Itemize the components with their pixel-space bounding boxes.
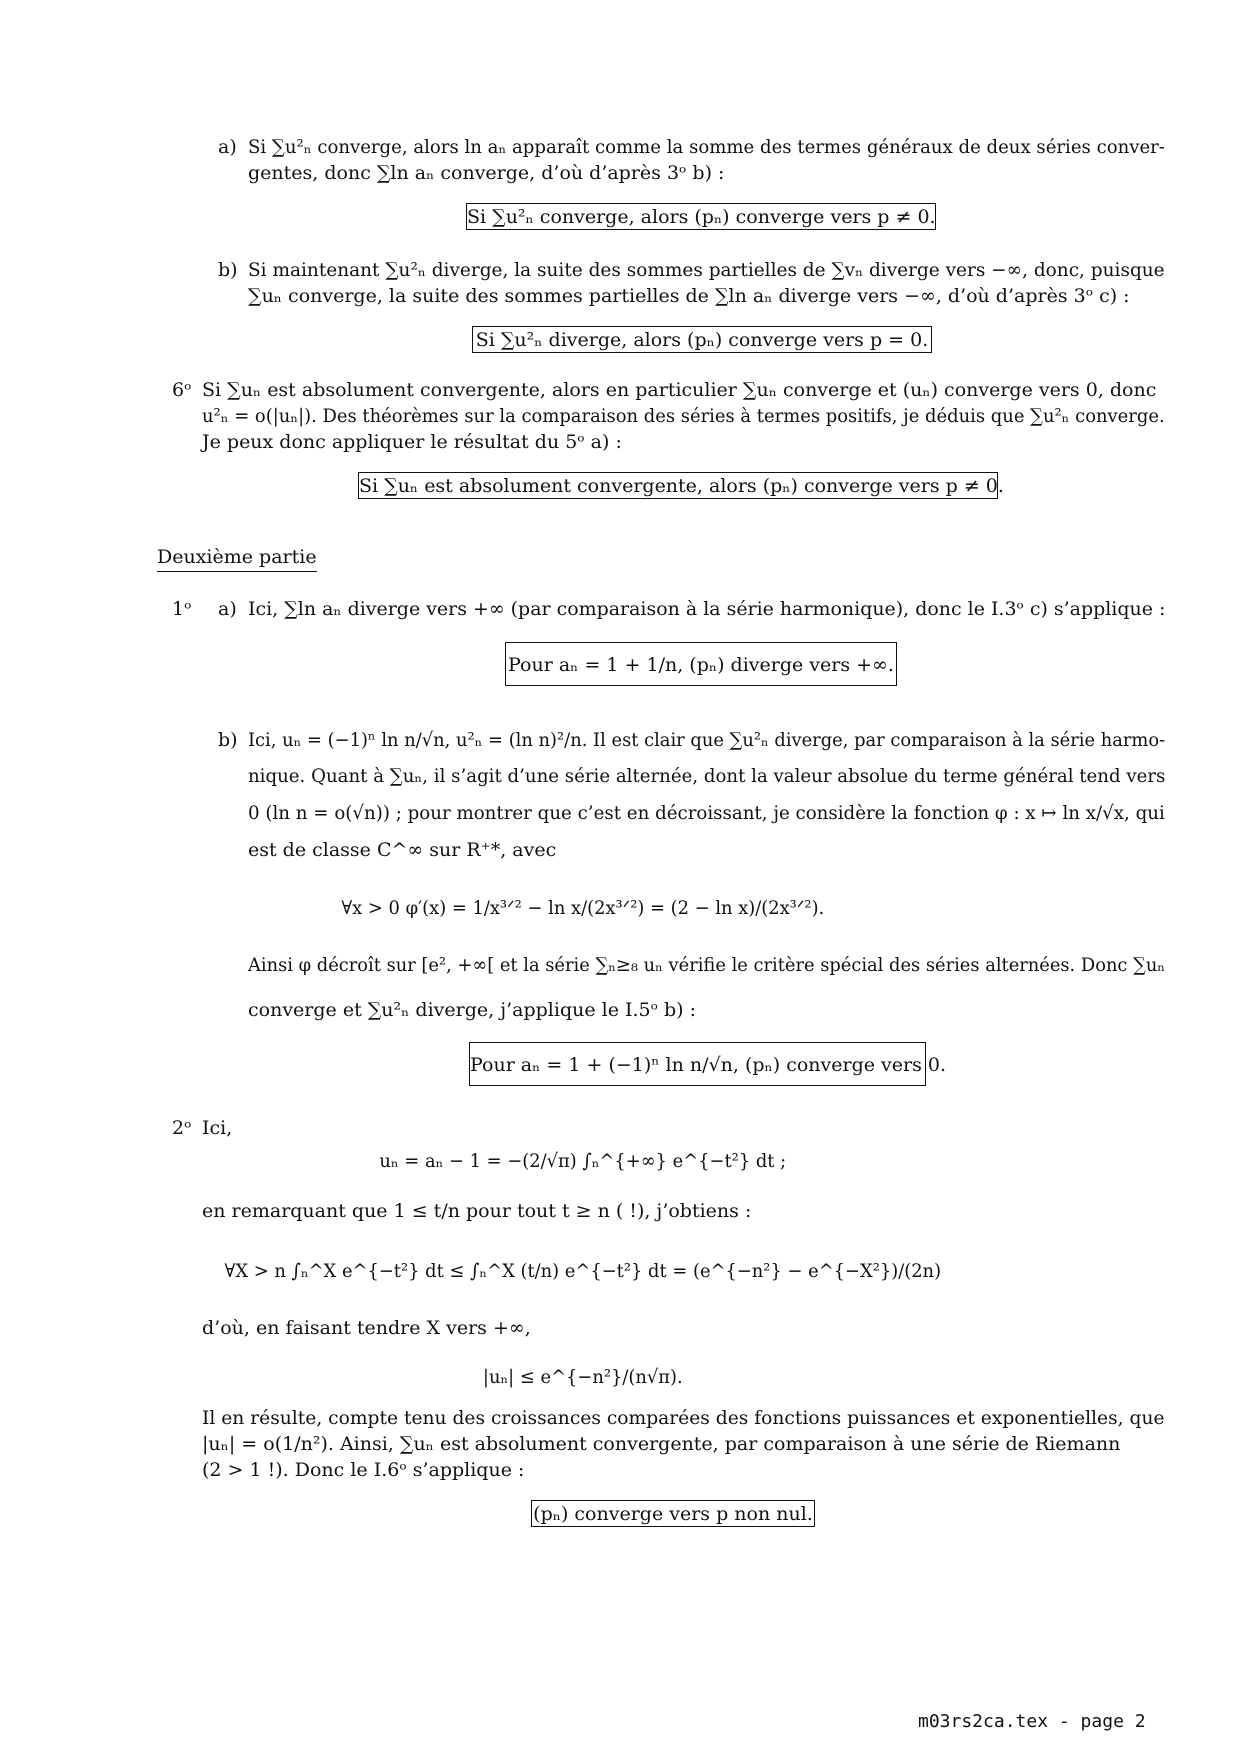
q2-formula-integral: ∀X > n ∫ₙ^X e^{−t²} dt ≤ ∫ₙ^X (t/n) e^{−t²} dt = (e^{−n²} − e^{−X²})/(2n) (224, 1260, 942, 1282)
q2-result-box: (pₙ) converge vers p non nul. (531, 1500, 815, 1527)
q1a-line: Ici, ∑ln aₙ diverge vers +∞ (par comparaison à la série harmonique), donc le I.3ᵒ c) s’applique : (248, 598, 1166, 620)
q5b-result-box: Si ∑u²ₙ diverge, alors (pₙ) converge vers p = 0. (472, 326, 932, 353)
q5b-line1: Si maintenant ∑u²ₙ diverge, la suite des sommes partielles de ∑vₙ diverge vers −∞, donc, puisque (248, 259, 1165, 281)
q1b-line3: 0 (ln n = o(√n)) ; pour montrer que c’est en décroissant, je considère la fonction φ : x ↦ ln x/√x, qui (248, 802, 1165, 824)
q2-formula-un: uₙ = aₙ − 1 = −(2/√π) ∫ₙ^{+∞} e^{−t²} dt ; (379, 1150, 787, 1172)
q1b-result-box: Pour aₙ = 1 + (−1)ⁿ ln n/√n, (pₙ) converge vers 0. (469, 1042, 926, 1086)
q5b-line2: ∑uₙ converge, la suite des sommes partielles de ∑ln aₙ diverge vers −∞, d’où d’après 3ᵒ c) : (248, 285, 1130, 307)
q1b-line5: Ainsi φ décroît sur [e², +∞[ et la série ∑ₙ≥₈ uₙ vérifie le critère spécial des séries alternées. Donc ∑uₙ (248, 954, 1166, 976)
q2-line3: Il en résulte, compte tenu des croissances comparées des fonctions puissances et exponentielles, que (202, 1407, 1165, 1429)
q5a-line1: Si ∑u²ₙ converge, alors ln aₙ apparaît comme la somme des termes généraux de deux séries conver- (248, 136, 1165, 158)
q6-result-box: Si ∑uₙ est absolument convergente, alors (pₙ) converge vers p ≠ 0. (358, 472, 998, 499)
q6-number: 6ᵒ (172, 379, 192, 401)
q2-line2: d’où, en faisant tendre X vers +∞, (202, 1317, 531, 1339)
q1a-result-box: Pour aₙ = 1 + 1/n, (pₙ) diverge vers +∞. (505, 642, 897, 686)
q2-line5: (2 > 1 !). Donc le I.6ᵒ s’applique : (202, 1459, 525, 1481)
q1b-label: b) (218, 729, 238, 751)
section-heading: Deuxième partie (157, 545, 317, 572)
q5b-label: b) (218, 259, 238, 281)
q1-number: 1ᵒ (172, 598, 192, 620)
q5a-line2: gentes, donc ∑ln aₙ converge, d’où d’après 3ᵒ b) : (248, 162, 725, 184)
q6-line3: Je peux donc appliquer le résultat du 5ᵒ a) : (202, 431, 622, 453)
q6-line1: Si ∑uₙ est absolument convergente, alors en particulier ∑uₙ converge et (uₙ) converge vers 0, donc (202, 379, 1157, 401)
q1a-label: a) (218, 598, 237, 620)
q2-line1: en remarquant que 1 ≤ t/n pour tout t ≥ n ( !), j’obtiens : (202, 1200, 752, 1222)
q5a-label: a) (218, 136, 237, 158)
q6-line2: u²ₙ = o(|uₙ|). Des théorèmes sur la comparaison des séries à termes positifs, je déduis que ∑u²ₙ converge. (202, 405, 1165, 427)
q1b-line4: est de classe C^∞ sur R⁺*, avec (248, 839, 557, 861)
q5a-result-box: Si ∑u²ₙ converge, alors (pₙ) converge vers p ≠ 0. (466, 203, 936, 230)
q2-number: 2ᵒ (172, 1117, 192, 1139)
q1b-line1: Ici, uₙ = (−1)ⁿ ln n/√n, u²ₙ = (ln n)²/n. Il est clair que ∑u²ₙ diverge, par comparaison à la série harmo- (248, 729, 1166, 751)
page-footer: m03rs2ca.tex - page 2 (918, 1711, 1146, 1732)
q2-formula-bound: |uₙ| ≤ e^{−n²}/(n√π). (482, 1366, 683, 1388)
q1b-line6: converge et ∑u²ₙ diverge, j’applique le I.5ᵒ b) : (248, 999, 696, 1021)
q1b-formula: ∀x > 0 φ′(x) = 1/x³ᐟ² − ln x/(2x³ᐟ²) = (2 − ln x)/(2x³ᐟ²). (341, 897, 825, 919)
q1b-line2: nique. Quant à ∑uₙ, il s’agit d’une série alternée, dont la valeur absolue du terme général tend vers (248, 765, 1166, 787)
q2-line4: |uₙ| = o(1/n²). Ainsi, ∑uₙ est absolument convergente, par comparaison à une série de Riemann (202, 1433, 1121, 1455)
q2-intro: Ici, (202, 1117, 233, 1139)
